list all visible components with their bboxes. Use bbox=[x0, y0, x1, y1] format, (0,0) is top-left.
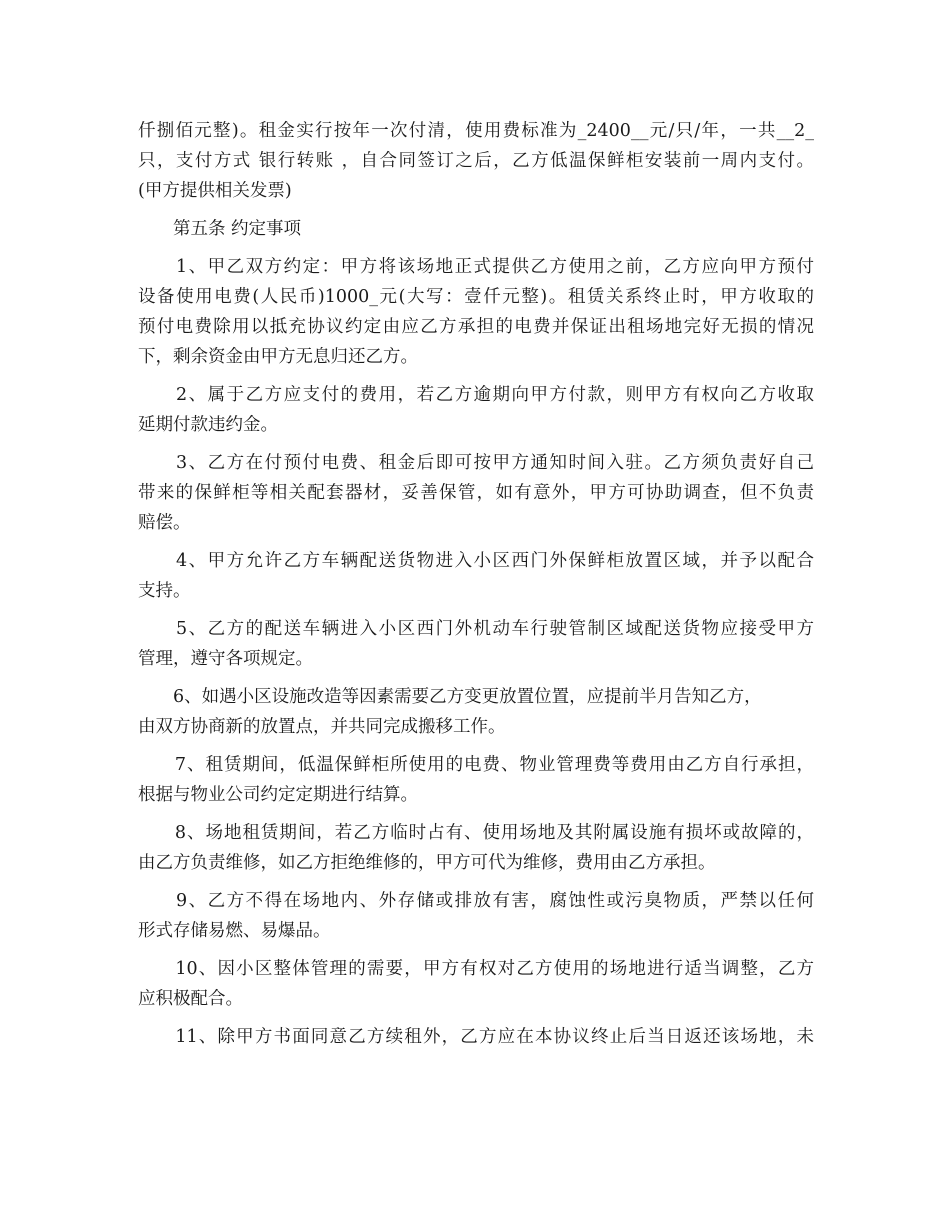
text-line: 11、除甲方书面同意乙方续租外，乙方应在本协议终止后当日返还该场地，未 bbox=[138, 1027, 814, 1047]
text-line: 设备使用电费(人民币)1000_元(大写：壹仟元整)。租赁关系终止时，甲方收取的 bbox=[138, 287, 814, 307]
clause-10 bbox=[138, 954, 814, 1014]
text-line: 由双方协商新的放置点，并共同完成搬移工作。 bbox=[138, 717, 506, 737]
text-line: 下，剩余资金由甲方无息归还乙方。 bbox=[138, 347, 418, 367]
text-line: (甲方提供相关发票) bbox=[138, 181, 292, 201]
text-line: 支持。 bbox=[138, 581, 191, 601]
clause-6 bbox=[138, 682, 814, 742]
document-body bbox=[138, 116, 814, 1052]
text-line: 10、因小区整体管理的需要，甲方有权对乙方使用的场地进行适当调整，乙方 bbox=[138, 959, 814, 979]
text-line: 3、乙方在付预付电费、租金后即可按甲方通知时间入驻。乙方须负责好自己 bbox=[138, 453, 814, 473]
clause-5 bbox=[138, 614, 814, 674]
text-line: 延期付款违约金。 bbox=[138, 415, 278, 435]
text-line: 预付电费除用以抵充协议约定由应乙方承担的电费并保证出租场地完好无损的情况 bbox=[138, 317, 814, 337]
text-line: 由乙方负责维修，如乙方拒绝维修的，甲方可代为维修，费用由乙方承担。 bbox=[138, 853, 716, 873]
text-line: 7、租赁期间，低温保鲜柜所使用的电费、物业管理费等费用由乙方自行承担， bbox=[138, 755, 814, 775]
text-line: 只，支付方式 银行转账 ，自合同签订之后，乙方低温保鲜柜安装前一周内支付。 bbox=[138, 151, 814, 171]
text-line: 4、甲方允许乙方车辆配送货物进入小区西门外保鲜柜放置区域，并予以配合 bbox=[138, 551, 814, 571]
clause-7 bbox=[138, 750, 814, 810]
article-title: 第五条 约定事项 bbox=[138, 219, 302, 239]
clause-2 bbox=[138, 380, 814, 440]
clause-1 bbox=[138, 252, 814, 372]
clause-11 bbox=[138, 1022, 814, 1052]
clause-4 bbox=[138, 546, 814, 606]
text-line: 仟捌佰元整)。租金实行按年一次付清，使用费标准为_2400__元/只/年，一共__2_ bbox=[138, 121, 814, 141]
payment-terms-paragraph bbox=[138, 116, 814, 206]
text-line: 带来的保鲜柜等相关配套器材，妥善保管，如有意外，甲方可协助调查，但不负责 bbox=[138, 483, 814, 503]
text-line: 1、甲乙双方约定：甲方将该场地正式提供乙方使用之前，乙方应向甲方预付 bbox=[138, 257, 814, 277]
text-line: 8、场地租赁期间，若乙方临时占有、使用场地及其附属设施有损坏或故障的， bbox=[138, 823, 814, 843]
text-line: 形式存储易燃、易爆品。 bbox=[138, 921, 331, 941]
text-line: 根据与物业公司约定定期进行结算。 bbox=[138, 785, 418, 805]
clause-8 bbox=[138, 818, 814, 878]
text-line: 5、乙方的配送车辆进入小区西门外机动车行驶管制区域配送货物应接受甲方 bbox=[138, 619, 814, 639]
text-line: 应积极配合。 bbox=[138, 989, 243, 1009]
text-line: 9、乙方不得在场地内、外存储或排放有害，腐蚀性或污臭物质，严禁以任何 bbox=[138, 891, 814, 911]
text-line: 2、属于乙方应支付的费用，若乙方逾期向甲方付款，则甲方有权向乙方收取 bbox=[138, 385, 814, 405]
text-line: 赔偿。 bbox=[138, 513, 191, 533]
clause-3 bbox=[138, 448, 814, 538]
clause-9 bbox=[138, 886, 814, 946]
text-line: 管理，遵守各项规定。 bbox=[138, 649, 313, 669]
text-line: 6、如遇小区设施改造等因素需要乙方变更放置位置，应提前半月告知乙方， bbox=[138, 687, 762, 707]
